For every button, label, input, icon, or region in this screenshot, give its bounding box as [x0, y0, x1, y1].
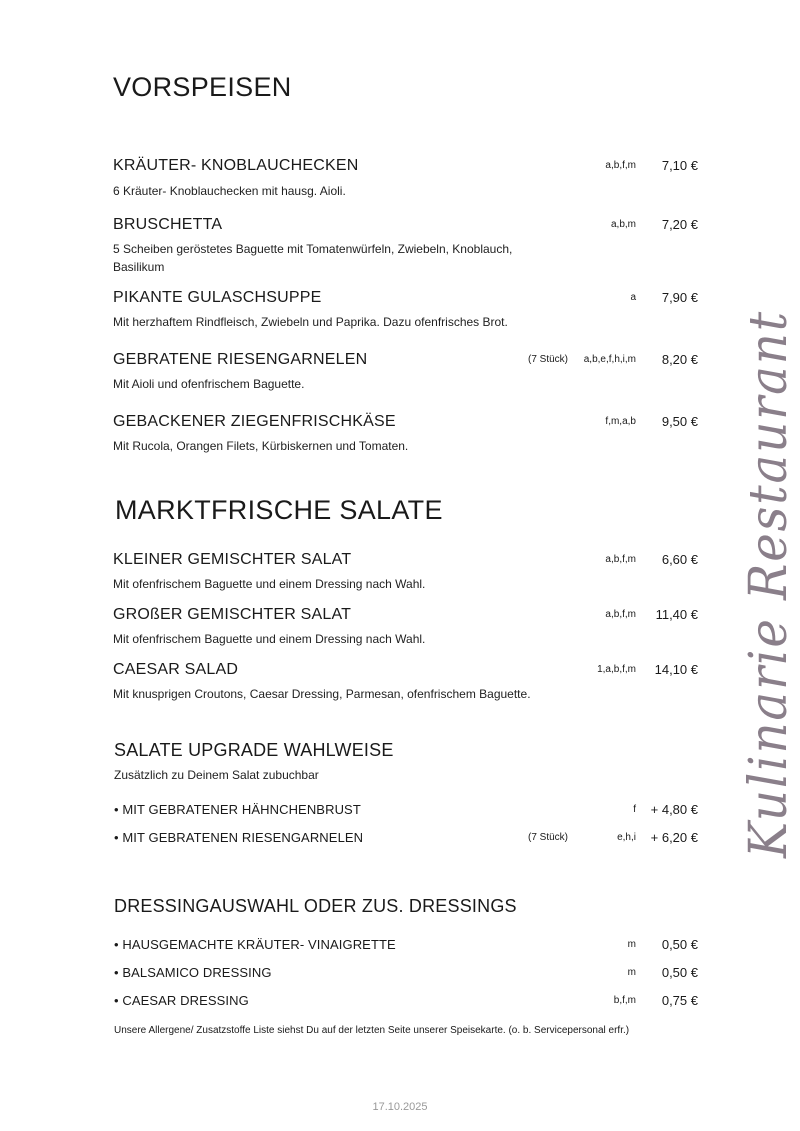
- allergen-codes: m: [627, 967, 636, 978]
- dish-name: KRÄUTER- KNOBLAUCHECKEN: [113, 157, 359, 174]
- allergen-codes: a,b,f,m: [605, 160, 636, 171]
- dressing-name: • HAUSGEMACHTE KRÄUTER- VINAIGRETTE: [114, 937, 396, 952]
- dish-name: GEBRATENE RIESENGARNELEN: [113, 351, 368, 368]
- dish-description: Mit herzhaftem Rindfleisch, Zwiebeln und Paprika. Dazu ofenfrisches Brot.: [113, 315, 508, 329]
- allergen-codes: m: [627, 939, 636, 950]
- dish-description: Mit ofenfrischem Baguette und einem Dressing nach Wahl.: [113, 632, 426, 646]
- dish-price: 9,50 €: [661, 414, 698, 429]
- dish-price: 11,40 €: [655, 607, 698, 622]
- allergen-codes: a,b,m: [610, 219, 636, 230]
- addon-quantity: (7 Stück): [527, 832, 568, 843]
- dressing-price: 0,50 €: [661, 965, 698, 980]
- dish-description: Mit Aioli und ofenfrischem Baguette.: [113, 377, 305, 391]
- section-subtitle: Zusätzlich zu Deinem Salat zubuchbar: [114, 768, 319, 782]
- section-title-vorspeisen: VORSPEISEN: [113, 72, 292, 102]
- dish-description: 5 Scheiben geröstetes Baguette mit Tomatenwürfeln, Zwiebeln, Knoblauch,: [113, 242, 513, 256]
- dish-description: 6 Kräuter- Knoblauchecken mit hausg. Aioli.: [113, 184, 346, 198]
- addon-name: • MIT GEBRATENER HÄHNCHENBRUST: [114, 802, 361, 817]
- allergen-codes: a,b,e,f,h,i,m: [583, 354, 636, 365]
- dressing-price: 0,50 €: [661, 937, 698, 952]
- allergen-codes: a: [630, 292, 636, 303]
- script-logo-icon: [728, 302, 800, 862]
- allergen-codes: f,m,a,b: [605, 416, 636, 427]
- section-title-dressings: DRESSINGAUSWAHL ODER ZUS. DRESSINGS: [114, 896, 517, 916]
- allergen-codes: f: [633, 804, 636, 815]
- dish-name: GROßER GEMISCHTER SALAT: [113, 606, 352, 623]
- section-title-salate: MARKTFRISCHE SALATE: [115, 495, 443, 525]
- dish-price: 7,10 €: [661, 158, 698, 173]
- addon-price: + 4,80 €: [650, 802, 698, 817]
- dish-description: Mit ofenfrischem Baguette und einem Dressing nach Wahl.: [113, 577, 426, 591]
- allergen-codes: a,b,f,m: [605, 554, 636, 565]
- allergen-codes: a,b,f,m: [605, 609, 636, 620]
- dish-quantity: (7 Stück): [527, 354, 568, 365]
- addon-price: + 6,20 €: [650, 830, 698, 845]
- dish-description: Mit Rucola, Orangen Filets, Kürbiskernen und Tomaten.: [113, 439, 409, 453]
- svg-text:Kulinarie Restaurant: Kulinarie Restaurant: [739, 302, 799, 858]
- dressing-price: 0,75 €: [661, 993, 698, 1008]
- restaurant-logo: [728, 302, 800, 862]
- dish-name: CAESAR SALAD: [113, 661, 239, 678]
- print-date: 17.10.2025: [372, 1101, 428, 1113]
- dressing-name: • CAESAR DRESSING: [114, 993, 249, 1008]
- dish-price: 14,10 €: [654, 662, 698, 677]
- dish-name: KLEINER GEMISCHTER SALAT: [113, 551, 352, 568]
- dish-name: PIKANTE GULASCHSUPPE: [113, 289, 322, 306]
- allergen-note: Unsere Allergene/ Zusatzstoffe Liste siehst Du auf der letzten Seite unserer Speisekarte. (o. b. Servicepersonal erfr.): [114, 1025, 630, 1036]
- dressing-name: • BALSAMICO DRESSING: [114, 965, 272, 980]
- allergen-codes: 1,a,b,f,m: [597, 664, 636, 675]
- dish-price: 7,90 €: [661, 290, 698, 305]
- dish-description: Mit knusprigen Croutons, Caesar Dressing, Parmesan, ofenfrischem Baguette.: [113, 687, 531, 701]
- dish-price: 7,20 €: [661, 217, 698, 232]
- dish-price: 6,60 €: [661, 552, 698, 567]
- allergen-codes: e,h,i: [617, 832, 636, 843]
- addon-name: • MIT GEBRATENEN RIESENGARNELEN: [114, 830, 364, 845]
- dish-name: GEBACKENER ZIEGENFRISCHKÄSE: [113, 413, 396, 430]
- dish-description-line2: Basilikum: [113, 260, 165, 274]
- section-title-upgrade: SALATE UPGRADE WAHLWEISE: [114, 740, 394, 760]
- allergen-codes: b,f,m: [613, 995, 636, 1006]
- dish-name: BRUSCHETTA: [113, 216, 223, 233]
- dish-price: 8,20 €: [661, 352, 698, 367]
